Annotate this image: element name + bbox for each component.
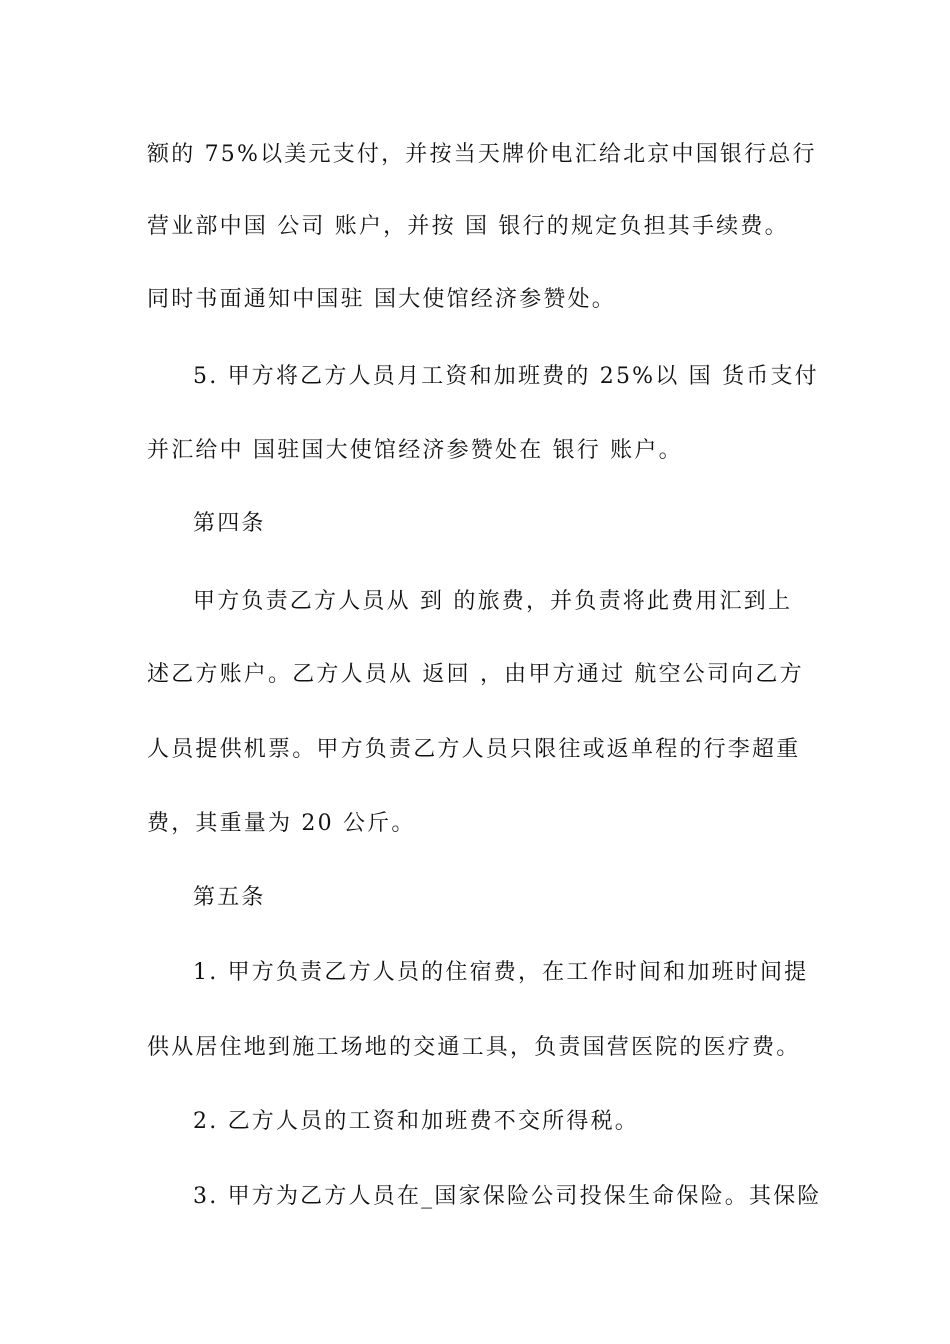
paragraph-line: 费，其重量为 20 公斤。 [147, 811, 416, 836]
paragraph-line: 5. 甲方将乙方人员月工资和加班费的 25%以 国 货币支付 [193, 364, 819, 389]
paragraph-line: 3. 甲方为乙方人员在_国家保险公司投保生命保险。其保险 [193, 1184, 822, 1209]
section-heading: 第四条 [193, 511, 266, 536]
paragraph-line: 甲方负责乙方人员从 到 的旅费，并负责将此费用汇到上 [193, 589, 793, 614]
paragraph-line: 供从居住地到施工场地的交通工具，负责国营医院的医疗费。 [147, 1035, 801, 1060]
paragraph-line: 额的 75%以美元支付，并按当天牌价电汇给北京中国银行总行 [147, 142, 817, 167]
paragraph-line: 同时书面通知中国驻 国大使馆经济参赞处。 [147, 287, 616, 312]
paragraph-line: 并汇给中 国驻国大使馆经济参赞处在 银行 账户。 [147, 438, 683, 463]
paragraph-line: 2. 乙方人员的工资和加班费不交所得税。 [193, 1109, 639, 1134]
section-heading: 第五条 [193, 885, 266, 910]
paragraph-line: 1. 甲方负责乙方人员的住宿费，在工作时间和加班时间提 [193, 960, 809, 985]
paragraph-line: 述乙方账户。乙方人员从 返回 ，由甲方通过 航空公司向乙方 [147, 662, 804, 687]
paragraph-line: 人员提供机票。甲方负责乙方人员只限往或返单程的行李超重 [147, 737, 801, 762]
paragraph-line: 营业部中国 公司 账户，并按 国 银行的规定负担其手续费。 [147, 214, 789, 239]
